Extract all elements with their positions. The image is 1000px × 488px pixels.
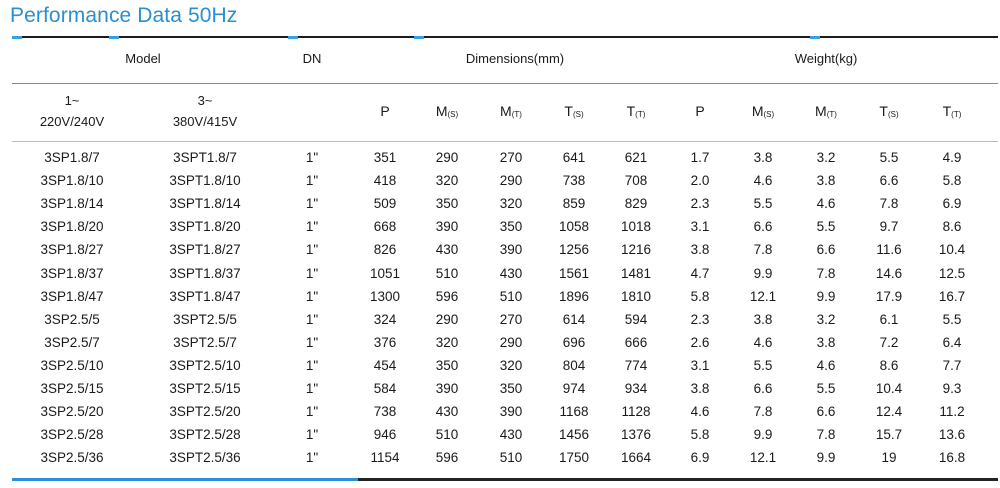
- top-rule-accent: [810, 36, 820, 39]
- cell-wt-ts: 14.6: [875, 265, 903, 281]
- cell-model-single-phase: 3SP1.8/20: [40, 219, 104, 235]
- cell-dn: 1": [305, 288, 319, 304]
- cell-dim-tt: 1664: [620, 450, 652, 466]
- cell-dim-ts: 1561: [558, 265, 590, 281]
- cell-wt-ms: 3.8: [753, 150, 773, 165]
- header-wt-ms: $M_{(S)}$: [751, 103, 775, 119]
- cell-wt-ms: 7.8: [753, 404, 773, 420]
- header-wt-ts: $T_{(S)}$: [879, 103, 899, 119]
- top-rule-accent: [414, 36, 424, 39]
- cell-dn: 1": [305, 404, 319, 420]
- cell-wt-mt: 5.5: [816, 381, 836, 396]
- cell-dim-ts: 696: [562, 334, 586, 350]
- header-dim-tt: $T_{(T)}$: [626, 103, 646, 119]
- cell-dim-ts: 859: [562, 196, 586, 212]
- cell-dim-mt: 430: [499, 427, 523, 443]
- cell-dim-p: 584: [373, 381, 397, 396]
- cell-dim-ms: 430: [435, 404, 459, 420]
- cell-dn: 1": [305, 311, 319, 327]
- cell-wt-tt: 6.4: [942, 334, 962, 350]
- cell-dim-ts: 1456: [558, 427, 590, 443]
- cell-dim-tt: 1018: [620, 219, 652, 235]
- cell-wt-p: 6.9: [690, 450, 710, 466]
- top-rule-accent: [12, 36, 22, 39]
- cell-wt-ts: 19: [881, 450, 897, 466]
- cell-dim-tt: 1481: [620, 265, 652, 281]
- cell-wt-p: 3.8: [690, 381, 710, 396]
- cell-model-three-phase: 3SPT2.5/20: [169, 404, 241, 420]
- header-wt-mt: $M_{(T)}$: [815, 103, 837, 119]
- cell-wt-p: 4.7: [690, 265, 710, 281]
- cell-dim-ts: 974: [562, 381, 586, 396]
- cell-dn: 1": [305, 357, 319, 373]
- cell-model-single-phase: 3SP2.5/10: [40, 357, 104, 373]
- cell-wt-tt: 5.8: [942, 173, 962, 189]
- cell-dim-p: 1154: [370, 450, 400, 466]
- cell-model-three-phase: 3SPT1.8/37: [169, 265, 241, 281]
- cell-dim-p: 738: [373, 404, 397, 420]
- cell-dn: 1": [305, 242, 319, 258]
- table-row: [0, 381, 1000, 404]
- cell-model-single-phase: 3SP1.8/47: [40, 288, 104, 304]
- cell-dim-tt: 774: [624, 357, 648, 373]
- cell-wt-ms: 9.9: [753, 427, 773, 443]
- header-dim-mt: $M_{(T)}$: [500, 103, 522, 119]
- cell-dn: 1": [305, 450, 319, 466]
- cell-dn: 1": [305, 381, 319, 396]
- cell-model-three-phase: 3SPT2.5/36: [169, 450, 241, 466]
- cell-wt-ts: 6.1: [879, 311, 899, 327]
- cell-wt-ms: 5.5: [753, 196, 773, 212]
- cell-dim-ts: 1896: [558, 288, 590, 304]
- cell-wt-ts: 10.4: [875, 381, 903, 396]
- cell-dim-mt: 390: [499, 242, 523, 258]
- cell-wt-p: 2.3: [690, 311, 710, 327]
- table-row: [0, 335, 1000, 358]
- cell-wt-ts: 7.8: [879, 196, 899, 212]
- cell-wt-mt: 7.8: [816, 265, 836, 281]
- cell-model-single-phase: 3SP2.5/7: [44, 334, 100, 350]
- cell-wt-tt: 4.9: [942, 150, 962, 165]
- header-model: Model: [125, 51, 161, 66]
- cell-wt-ts: 7.2: [879, 334, 899, 350]
- cell-model-single-phase: 3SP1.8/37: [40, 265, 104, 281]
- cell-model-single-phase: 3SP1.8/14: [40, 196, 104, 212]
- cell-model-single-phase: 3SP1.8/7: [44, 150, 100, 165]
- cell-dim-mt: 430: [499, 265, 523, 281]
- page-title: Performance Data 50Hz: [10, 4, 238, 27]
- cell-wt-ms: 5.5: [753, 357, 773, 373]
- top-rule-accent: [109, 36, 119, 39]
- cell-dim-ts: 738: [562, 173, 586, 189]
- cell-dim-ts: 1750: [558, 450, 590, 466]
- cell-dim-tt: 829: [624, 196, 648, 212]
- table-row: [0, 289, 1000, 312]
- table-row: [0, 266, 1000, 289]
- cell-wt-tt: 6.9: [942, 196, 962, 212]
- cell-wt-ts: 5.5: [879, 150, 899, 165]
- header-bottom-divider: [12, 141, 998, 142]
- cell-dim-mt: 320: [499, 196, 523, 212]
- cell-wt-p: 3.1: [690, 357, 710, 373]
- cell-wt-tt: 16.7: [938, 288, 966, 304]
- cell-dim-mt: 290: [499, 334, 523, 350]
- cell-dn: 1": [305, 334, 319, 350]
- cell-wt-mt: 3.8: [816, 334, 836, 350]
- cell-wt-ts: 17.9: [875, 288, 903, 304]
- cell-dim-ts: 1058: [558, 219, 590, 235]
- cell-dn: 1": [305, 427, 319, 443]
- cell-model-single-phase: 3SP1.8/10: [40, 173, 104, 189]
- bottom-rule-accent: [12, 478, 358, 481]
- cell-wt-mt: 6.6: [816, 242, 836, 258]
- cell-wt-tt: 9.3: [942, 381, 962, 396]
- cell-dim-tt: 666: [624, 334, 648, 350]
- cell-dim-p: 351: [373, 150, 397, 165]
- header-wt-p: P: [695, 103, 705, 119]
- cell-dim-ts: 1168: [559, 404, 589, 420]
- cell-wt-ts: 8.6: [879, 357, 899, 373]
- header-single-phase: [40, 90, 104, 132]
- bottom-rule: [358, 478, 998, 481]
- cell-model-three-phase: 3SPT1.8/47: [169, 288, 241, 304]
- header-dimensions: Dimensions(mm): [465, 51, 565, 66]
- cell-dim-p: 668: [373, 219, 397, 235]
- cell-wt-ms: 12.1: [749, 288, 777, 304]
- cell-model-three-phase: 3SPT1.8/14: [169, 196, 241, 212]
- cell-model-single-phase: 3SP2.5/20: [40, 404, 104, 420]
- cell-dim-tt: 708: [624, 173, 648, 189]
- header-divider: [12, 83, 998, 84]
- header-dim-ms: $M_{(S)}$: [435, 103, 459, 119]
- cell-model-three-phase: 3SPT1.8/20: [169, 219, 241, 235]
- cell-dim-mt: 510: [499, 288, 523, 304]
- cell-wt-p: 5.8: [690, 427, 710, 443]
- cell-dim-tt: 1810: [620, 288, 652, 304]
- header-dim-ts: $T_{(S)}$: [564, 103, 584, 119]
- cell-wt-mt: 3.8: [816, 173, 836, 189]
- cell-wt-tt: 10.4: [938, 242, 966, 258]
- cell-dim-mt: 320: [499, 357, 523, 373]
- top-rule: [12, 36, 998, 38]
- cell-model-three-phase: 3SPT2.5/7: [173, 334, 237, 350]
- cell-wt-p: 2.3: [690, 196, 710, 212]
- cell-dim-p: 1051: [369, 265, 401, 281]
- cell-model-three-phase: 3SPT2.5/10: [169, 357, 241, 373]
- cell-dim-ms: 320: [435, 173, 459, 189]
- table-row: [0, 150, 1000, 173]
- cell-wt-ms: 4.6: [753, 173, 773, 189]
- cell-dim-ms: 510: [435, 265, 459, 281]
- cell-dim-tt: 594: [624, 311, 648, 327]
- cell-dim-p: 418: [373, 173, 397, 189]
- table-row: [0, 173, 1000, 196]
- cell-wt-p: 4.6: [690, 404, 710, 420]
- cell-dim-tt: 934: [624, 381, 648, 396]
- cell-dim-ts: 641: [562, 150, 586, 165]
- cell-wt-p: 3.1: [690, 219, 710, 235]
- header-wt-tt: $T_{(T)}$: [942, 103, 962, 119]
- cell-wt-mt: 3.2: [816, 311, 836, 327]
- cell-wt-ms: 6.6: [753, 381, 773, 396]
- cell-dim-mt: 350: [499, 381, 523, 396]
- cell-wt-tt: 11.2: [939, 404, 965, 420]
- cell-model-three-phase: 3SPT2.5/15: [169, 381, 241, 396]
- cell-dim-tt: 1376: [620, 427, 652, 443]
- cell-wt-mt: 9.9: [816, 450, 836, 466]
- cell-model-three-phase: 3SPT1.8/10: [169, 173, 241, 189]
- table-row: [0, 312, 1000, 335]
- table-row: [0, 219, 1000, 242]
- top-rule-accent: [288, 36, 298, 39]
- cell-wt-ms: 3.8: [753, 311, 773, 327]
- cell-dn: 1": [305, 265, 319, 281]
- cell-dim-ms: 290: [435, 311, 459, 327]
- cell-wt-mt: 4.6: [816, 196, 836, 212]
- cell-model-three-phase: 3SPT1.8/27: [169, 242, 241, 258]
- cell-wt-ms: 4.6: [753, 334, 773, 350]
- cell-wt-p: 5.8: [690, 288, 710, 304]
- cell-dim-p: 509: [373, 196, 397, 212]
- three-phase-symbol: 3~: [197, 93, 213, 108]
- header-dim-p: P: [380, 103, 390, 119]
- cell-wt-ts: 15.7: [875, 427, 903, 443]
- cell-wt-mt: 9.9: [816, 288, 836, 304]
- cell-wt-ts: 12.4: [875, 404, 903, 420]
- cell-dn: 1": [305, 150, 319, 165]
- cell-wt-tt: 8.6: [942, 219, 962, 235]
- cell-dim-ts: 1256: [558, 242, 590, 258]
- cell-wt-mt: 7.8: [816, 427, 836, 443]
- cell-dn: 1": [305, 173, 319, 189]
- cell-dim-p: 1300: [369, 288, 401, 304]
- cell-wt-mt: 4.6: [816, 357, 836, 373]
- cell-wt-ms: 6.6: [753, 219, 773, 235]
- cell-wt-tt: 13.6: [938, 427, 966, 443]
- cell-dim-p: 454: [373, 357, 397, 373]
- cell-dim-tt: 1216: [620, 242, 652, 258]
- cell-dim-ms: 350: [435, 357, 459, 373]
- three-phase-voltage: 380V/415V: [172, 114, 238, 129]
- cell-wt-tt: 5.5: [942, 311, 962, 327]
- cell-wt-p: 3.8: [690, 242, 710, 258]
- cell-dim-ms: 390: [435, 219, 459, 235]
- cell-model-three-phase: 3SPT1.8/7: [173, 150, 237, 165]
- cell-wt-ts: 11.6: [876, 242, 902, 258]
- cell-wt-p: 1.7: [690, 150, 710, 165]
- cell-wt-ms: 12.1: [749, 450, 777, 466]
- cell-wt-ts: 9.7: [879, 219, 899, 235]
- single-phase-symbol: 1~: [64, 93, 80, 108]
- cell-dim-ms: 596: [435, 450, 459, 466]
- cell-wt-mt: 6.6: [816, 404, 836, 420]
- cell-wt-tt: 7.7: [942, 357, 962, 373]
- cell-model-single-phase: 3SP2.5/5: [44, 311, 100, 327]
- cell-model-single-phase: 3SP2.5/15: [40, 381, 104, 396]
- cell-dim-ms: 290: [435, 150, 459, 165]
- cell-wt-ms: 9.9: [753, 265, 773, 281]
- cell-dim-mt: 390: [499, 404, 523, 420]
- table-row: [0, 196, 1000, 219]
- header-three-phase: [173, 90, 237, 132]
- cell-model-three-phase: 3SPT2.5/5: [173, 311, 237, 327]
- cell-dn: 1": [305, 196, 319, 212]
- cell-dim-p: 946: [373, 427, 397, 443]
- table-row: [0, 427, 1000, 450]
- table-row: [0, 358, 1000, 381]
- cell-wt-p: 2.0: [690, 173, 710, 189]
- cell-wt-mt: 3.2: [816, 150, 836, 165]
- cell-dim-ts: 614: [562, 311, 586, 327]
- cell-model-single-phase: 3SP2.5/36: [40, 450, 104, 466]
- cell-dim-ms: 430: [435, 242, 459, 258]
- cell-dim-ms: 320: [435, 334, 459, 350]
- cell-wt-tt: 12.5: [938, 265, 966, 281]
- cell-model-single-phase: 3SP1.8/27: [40, 242, 104, 258]
- cell-dim-p: 826: [373, 242, 397, 258]
- cell-model-single-phase: 3SP2.5/28: [40, 427, 104, 443]
- cell-dim-mt: 270: [499, 150, 523, 165]
- table-row: [0, 242, 1000, 265]
- cell-dim-p: 324: [373, 311, 397, 327]
- cell-dim-tt: 621: [624, 150, 648, 165]
- cell-wt-ts: 6.6: [879, 173, 899, 189]
- header-dn: DN: [302, 51, 322, 66]
- cell-dim-p: 376: [373, 334, 397, 350]
- cell-dim-mt: 290: [499, 173, 523, 189]
- header-weight: Weight(kg): [794, 51, 858, 66]
- cell-dim-ts: 804: [562, 357, 586, 373]
- cell-dim-mt: 350: [499, 219, 523, 235]
- cell-model-three-phase: 3SPT2.5/28: [169, 427, 241, 443]
- cell-dim-ms: 390: [435, 381, 459, 396]
- cell-wt-ms: 7.8: [753, 242, 773, 258]
- cell-dim-ms: 596: [435, 288, 459, 304]
- table-row: [0, 404, 1000, 427]
- cell-wt-tt: 16.8: [938, 450, 966, 466]
- cell-dim-ms: 510: [435, 427, 459, 443]
- table-row: [0, 450, 1000, 473]
- cell-dim-mt: 270: [499, 311, 523, 327]
- cell-dim-tt: 1128: [621, 404, 651, 420]
- cell-wt-p: 2.6: [690, 334, 710, 350]
- cell-wt-mt: 5.5: [816, 219, 836, 235]
- single-phase-voltage: 220V/240V: [39, 114, 105, 129]
- cell-dn: 1": [305, 219, 319, 235]
- cell-dim-ms: 350: [435, 196, 459, 212]
- cell-dim-mt: 510: [499, 450, 523, 466]
